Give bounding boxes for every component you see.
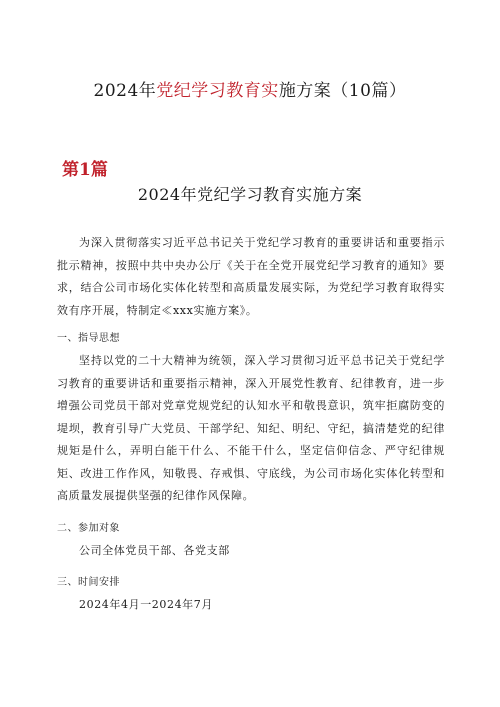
document-title-highlight: 党纪学习教育实 bbox=[156, 81, 279, 101]
chapter-label: 第1篇 bbox=[62, 160, 108, 180]
section-heading-guiding-ideology: 一、指导思想 bbox=[57, 333, 120, 344]
chapter-title: 2024年党纪学习教育实施方案 bbox=[137, 185, 363, 204]
section-body-participants: 公司全体党员干部、各党支部 bbox=[79, 543, 230, 557]
document-title-year: 2024年 bbox=[93, 81, 157, 101]
document-body bbox=[57, 232, 445, 617]
section-heading-participants: 二、参加对象 bbox=[57, 522, 120, 534]
document-title-rest: 施方案（10篇） bbox=[278, 81, 407, 101]
document-title bbox=[0, 76, 500, 101]
section-body-schedule: 2024年4月一2024年7月 bbox=[79, 598, 213, 611]
intro-paragraph: 为深入贯彻落实习近平总书记关于党纪学习教育的重要讲话和重要指示批示精神，按照中共中央办公厅《关于在全党开展党纪学习教育的通知》要求，结合公司市场化实体化转型和高质量发展实际，为党纪学习教育取得实效有序开展，特制定≪xxx实施方案》。 bbox=[57, 236, 445, 317]
section-heading-schedule: 三、时间安排 bbox=[57, 577, 120, 588]
section-body-guiding-ideology: 坚持以党的二十大精神为统领，深入学习贯彻习近平总书记关于党纪学习教育的重要讲话和重要指示精神，深入开展党性教育、纪律教育，进一步增强公司党员干部对党章党规党纪的认知水平和敬畏意识，筑牢拒腐防变的堤坝，教育引导广大党员、干部学纪、知纪、明纪、守纪，搞清楚党的纪律规矩是什么，弄明白能干什么、不能干什么，坚定信仰信念、严守纪律规矩、改进工作作风，知敬畏、存戒惧、守底线，为公司市场化实体化转型和高质量发展提供坚强的纪律作风保障。 bbox=[57, 354, 445, 502]
